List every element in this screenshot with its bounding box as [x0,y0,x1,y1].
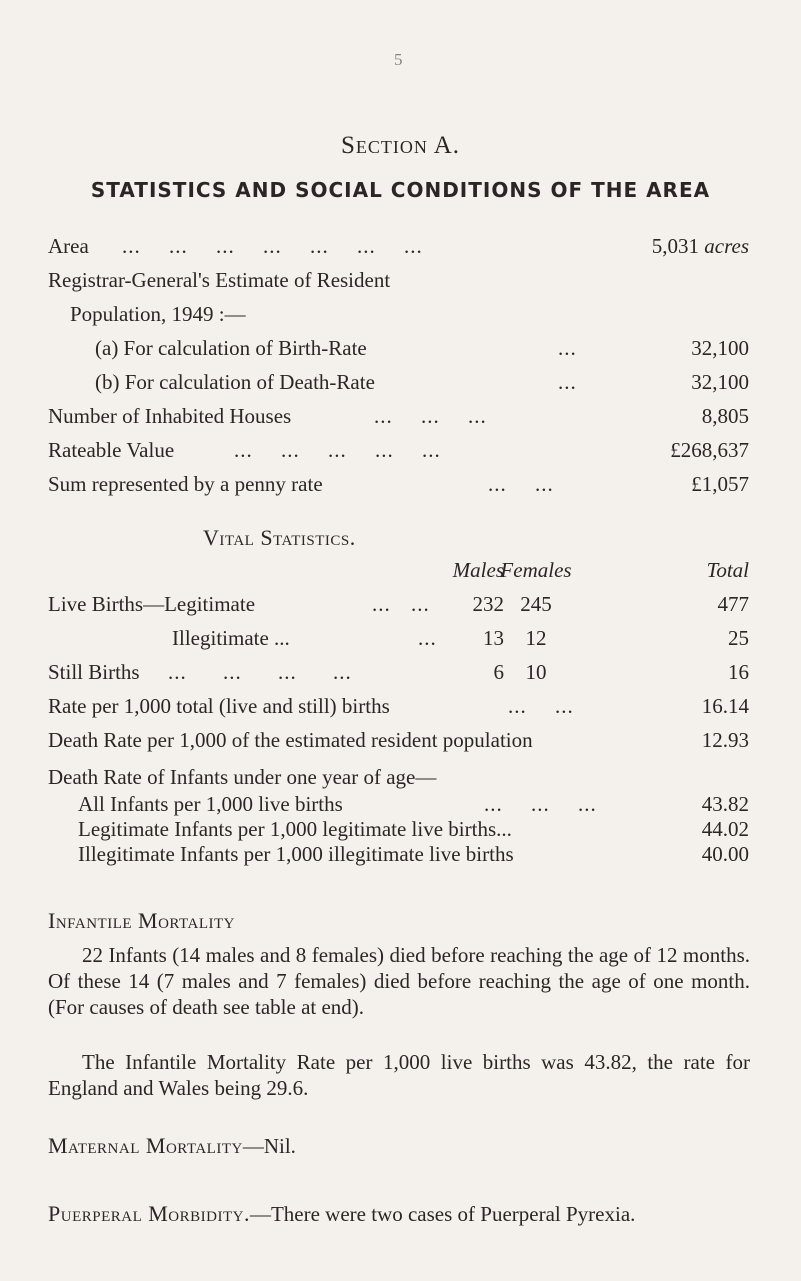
legitimate-infants-label: Legitimate Infants per 1,000 legitimate live births... [78,817,512,841]
table-cell: 477 [717,592,749,616]
vital-statistics-heading: Vital Statistics. [203,525,356,550]
puerperal-morbidity-paragraph [48,1200,750,1228]
all-infants-value: 43.82 [701,792,749,816]
estimate-line-1: Registrar-General's Estimate of Resident [48,268,391,292]
area-label: Area [48,234,89,258]
all-infants-label: All Infants per 1,000 live births [78,792,343,816]
area-value-number: 5,031 [651,234,700,258]
still-births-dots: ... ... ... ... [168,660,352,684]
birth-rate-dots: ... [558,336,577,360]
estimate-line-2: Population, 1949 :— [70,302,246,326]
infantile-mortality-text-2: The Infantile Mortality Rate per 1,000 live births was 43.82, the rate for England and Wales being 29.6. [48,1050,750,1100]
penny-rate-value: £1,057 [691,472,749,496]
table-cell: 232 [472,592,504,616]
live-births-legitimate-dots: ... ... [372,592,430,616]
penny-rate-label: Sum represented by a penny rate [48,472,323,496]
houses-label: Number of Inhabited Houses [48,404,292,428]
penny-rate-dots: ... ... [488,472,554,496]
birth-rate-label: (a) For calculation of Birth-Rate [95,336,367,360]
maternal-mortality-heading: Maternal Mortality [48,1133,243,1158]
page-number: 5 [394,50,403,69]
col-females-header: Females [500,558,572,582]
birth-rate-value: 32,100 [691,336,749,360]
rate-total-births-value: 16.14 [701,694,749,718]
puerperal-morbidity-heading: Puerperal Morbidity. [48,1201,250,1226]
illegitimate-label: Illegitimate ... [172,626,290,650]
section-title: Section A. [340,132,461,159]
col-total-header: Total [706,558,749,582]
puerperal-morbidity-text: —There were two cases of Puerperal Pyrexia. [249,1202,636,1226]
maternal-mortality-value: —Nil. [242,1134,296,1158]
table-cell: 25 [728,626,749,650]
illegitimate-infants-label: Illegitimate Infants per 1,000 illegitimate live births [78,842,514,866]
illegitimate-infants-value: 40.00 [701,842,749,866]
still-births-label: Still Births [48,660,140,684]
rate-total-births-label: Rate per 1,000 total (live and still) births [48,694,390,718]
rateable-value: £268,637 [670,438,749,462]
infant-death-rate-header: Death Rate of Infants under one year of age— [48,765,437,789]
rate-total-births-dots: ... ... [508,694,574,718]
table-cell: 12 [525,626,547,650]
col-males-header: Males [452,558,504,582]
area-value [652,234,749,259]
table-cell: 6 [493,660,504,684]
death-rate-dots: ... [558,370,577,394]
area-dots: ... ... ... ... ... ... ... [122,234,423,258]
section-subtitle: STATISTICS AND SOCIAL CONDITIONS OF THE AREA [90,178,711,202]
table-cell: 10 [525,660,547,684]
illegitimate-dots: ... [418,626,437,650]
maternal-mortality-line [48,1133,296,1159]
table-cell: 13 [483,626,504,650]
live-births-legitimate-label: Live Births—Legitimate [48,592,256,616]
death-rate-population-value: 12.93 [701,728,749,752]
rateable-label: Rateable Value [48,438,175,462]
infantile-mortality-text-1: 22 Infants (14 males and 8 females) died before reaching the age of 12 months. Of these 14 (7 males and 7 females) died before reaching the age of one month. (For causes of death see table at end). [48,943,750,1019]
table-cell: 16 [728,660,749,684]
houses-value: 8,805 [701,404,749,428]
houses-dots: ... ... ... [374,404,487,428]
legitimate-infants-value: 44.02 [701,817,749,841]
area-value-unit: acres [704,234,749,258]
death-rate-value: 32,100 [691,370,749,394]
rateable-dots: ... ... ... ... ... [234,438,441,462]
infantile-mortality-paragraph-1 [48,942,750,1020]
death-rate-label: (b) For calculation of Death-Rate [95,370,375,394]
all-infants-dots: ... ... ... [484,792,597,816]
death-rate-population-label: Death Rate per 1,000 of the estimated resident population [48,728,533,752]
table-cell: 245 [520,592,552,616]
infantile-mortality-paragraph-2 [48,1049,750,1101]
infantile-mortality-heading: Infantile Mortality [48,908,235,933]
